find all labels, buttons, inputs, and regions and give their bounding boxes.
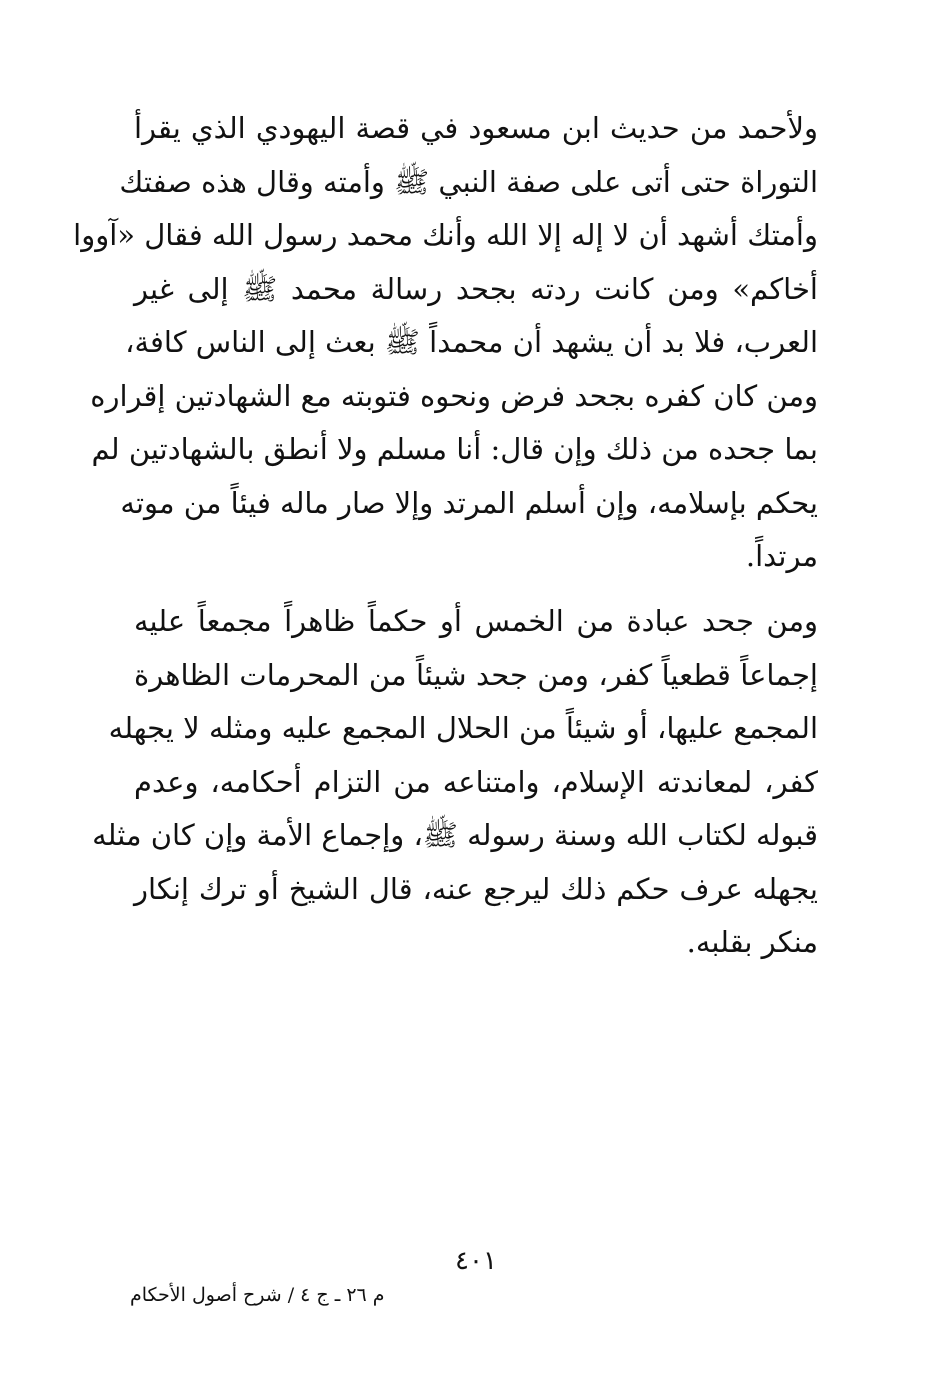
text-line: إجماعاً قطعياً كفر، ومن جحد شيئاً من المحرمات الظاهرة [134, 657, 818, 692]
text-line: العرب، فلا بد أن يشهد أن محمداً ﷺ بعث إلى الناس كافة، [125, 325, 818, 359]
text-line: ومن جحد عبادة من الخمس أو حكماً ظاهراً مجمعاً عليه [134, 604, 818, 638]
text-line: منكر بقلبه. [686, 925, 818, 959]
paragraph-1 [73, 102, 818, 584]
text-line: قبوله لكتاب الله وسنة رسوله ﷺ، وإجماع الأمة وإن كان مثله [92, 818, 818, 852]
text-line: بما جحده من ذلك وإن قال: أنا مسلم ولا أنطق بالشهادتين لم [91, 432, 818, 466]
page-number: ٤٠١ [455, 1246, 497, 1276]
footer-signature: م ٢٦ ـ ج ٤ / شرح أصول الأحكام [130, 1284, 385, 1306]
text-line: ولأحمد من حديث ابن مسعود في قصة اليهودي الذي يقرأ [134, 111, 818, 145]
text-line: ومن كان كفره بجحد فرض ونحوه فتوبته مع الشهادتين إقراره [90, 378, 818, 413]
text-line: التوراة حتى أتى على صفة النبي ﷺ وأمته وقال هذه صفتك [119, 164, 818, 199]
text-line: كفر، لمعاندته الإسلام، وامتناعه من التزام أحكامه، وعدم [134, 764, 818, 799]
text-line: أخاكم» ومن كانت ردته بجحد رسالة محمد ﷺ إلى غير [134, 271, 818, 306]
text-line: المجمع عليها، أو شيئاً من الحلال المجمع عليه ومثله لا يجهله [108, 711, 818, 745]
text-line: يجهله عرف حكم ذلك ليرجع عنه، قال الشيخ أو ترك إنكار [134, 871, 818, 906]
text-line: يحكم بإسلامه، وإن أسلم المرتد وإلا صار ماله فيئاً من موته [120, 485, 818, 520]
paragraph-2 [92, 595, 818, 970]
text-line: وأمتك أشهد أن لا إله إلا الله وأنك محمد رسول الله فقال «آووا [73, 218, 818, 252]
text-line: مرتداً. [745, 539, 818, 573]
